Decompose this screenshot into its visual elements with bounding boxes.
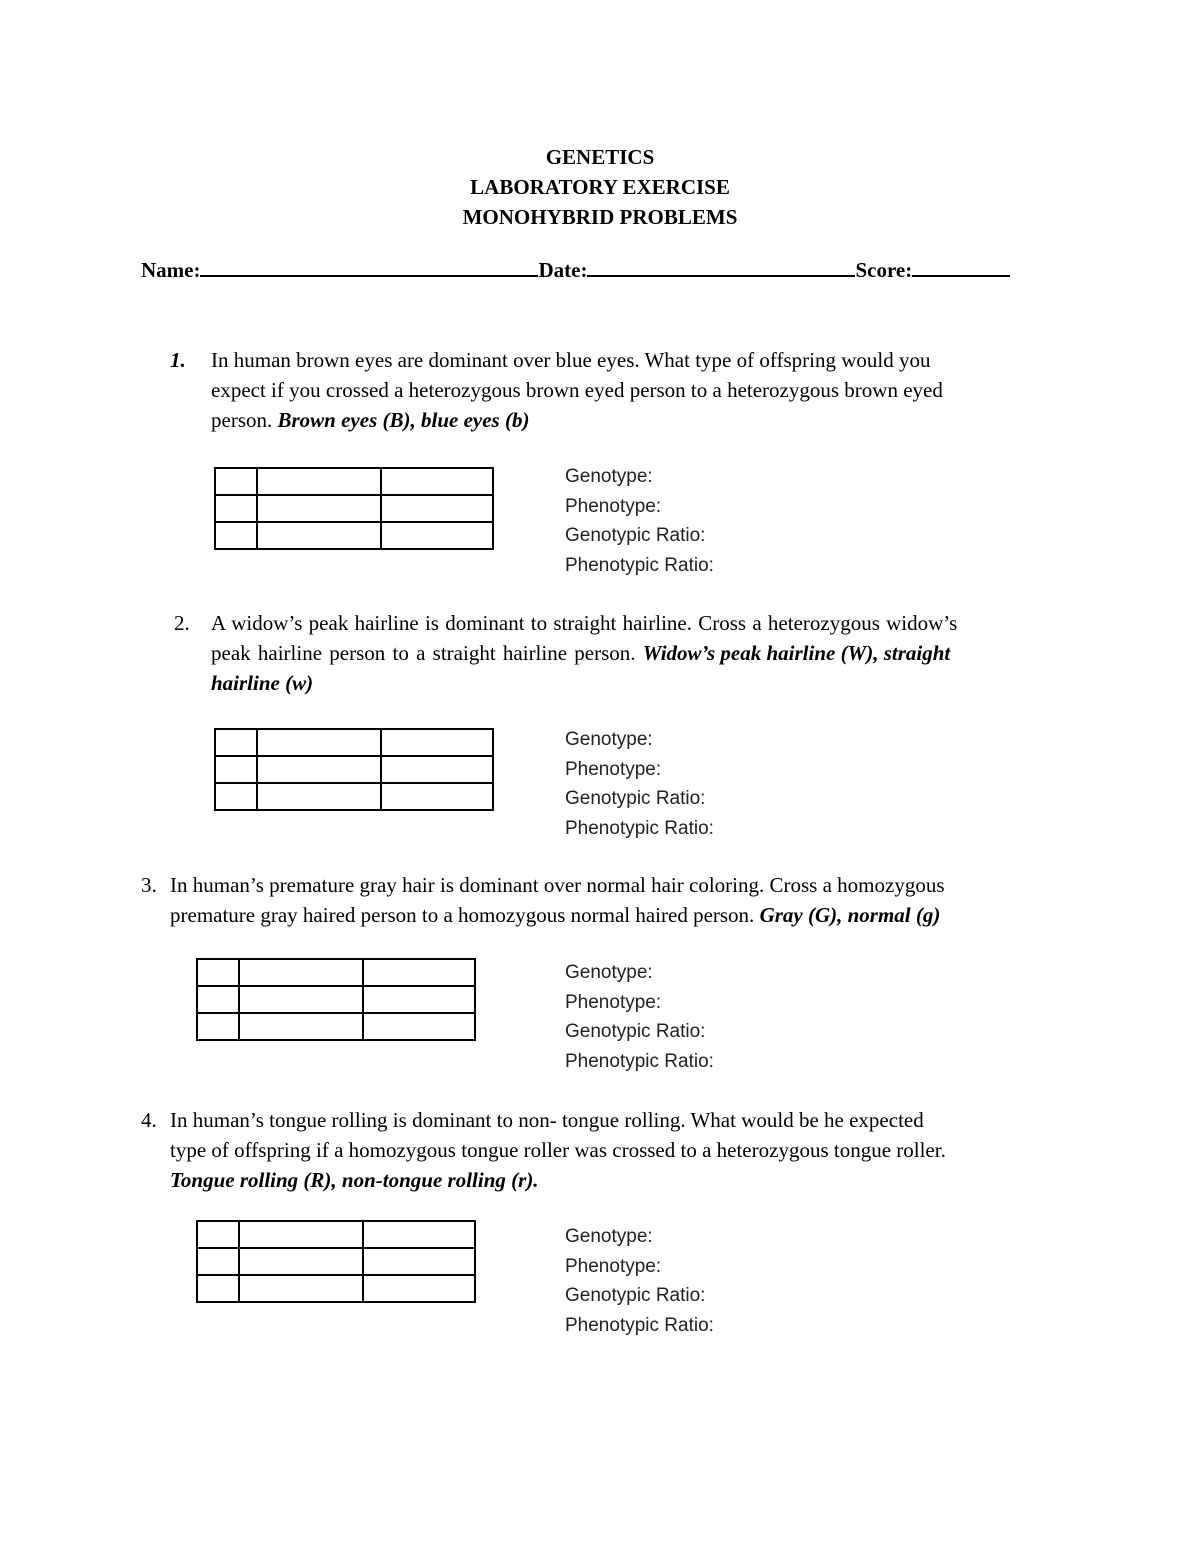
genotype-label: Genotype:	[565, 729, 653, 750]
genotypic-ratio-label: Genotypic Ratio:	[565, 1285, 706, 1306]
problem-line	[211, 638, 1071, 668]
answer-labels-2	[565, 725, 714, 843]
phenotypic-ratio-label: Phenotypic Ratio:	[565, 817, 714, 839]
phenotype-label: Phenotype:	[565, 495, 662, 517]
answer-labels-3	[565, 958, 714, 1076]
problem-number: 2.	[174, 611, 190, 635]
problem-line: expect if you crossed a heterozygous brown eyed person to a heterozygous brown eyed	[211, 378, 943, 402]
allele-key: Gray (G), normal (g)	[759, 903, 941, 927]
problem-line: type of offspring if a homozygous tongue roller was crossed to a heterozygous tongue roller.	[170, 1138, 946, 1162]
problem-text	[170, 870, 1090, 930]
name-blank[interactable]	[200, 274, 538, 277]
problem-line	[211, 405, 1071, 435]
document-header	[0, 142, 1200, 232]
punnett-square-1[interactable]	[214, 467, 494, 550]
problem-text	[211, 608, 1071, 698]
problem-line	[170, 1165, 1090, 1195]
punnett-square-3[interactable]	[196, 958, 476, 1041]
problem-line	[170, 900, 1090, 930]
date-label: Date:	[538, 258, 588, 282]
answer-labels-4	[565, 1222, 714, 1340]
problem-line: In human brown eyes are dominant over blue eyes. What type of offspring would you	[211, 348, 931, 372]
allele-key-continued: hairline (w)	[211, 671, 314, 695]
problem-line: In human’s premature gray hair is dominant over normal hair coloring. Cross a homozygous	[170, 873, 945, 897]
problem-text	[211, 345, 1071, 435]
phenotype-label: Phenotype:	[565, 758, 662, 780]
header-title: GENETICS	[545, 145, 655, 169]
genotypic-ratio-label: Genotypic Ratio:	[565, 1021, 706, 1042]
genotype-label: Genotype:	[565, 466, 653, 487]
phenotypic-ratio-label: Phenotypic Ratio:	[565, 1050, 714, 1072]
score-blank[interactable]	[912, 274, 1010, 277]
phenotypic-ratio-label: Phenotypic Ratio:	[565, 554, 714, 576]
header-subtitle: LABORATORY EXERCISE	[470, 175, 730, 199]
info-line	[141, 258, 1010, 283]
problem-line-text: premature gray haired person to a homozygous normal haired person.	[170, 903, 760, 927]
problem-line: A widow’s peak hairline is dominant to straight hairline. Cross a heterozygous widow’s	[211, 611, 958, 635]
problem-line	[211, 668, 1071, 698]
name-label: Name:	[141, 258, 201, 282]
genotype-label: Genotype:	[565, 962, 653, 983]
genotypic-ratio-label: Genotypic Ratio:	[565, 788, 706, 809]
punnett-square-4[interactable]	[196, 1220, 476, 1303]
genotype-label: Genotype:	[565, 1226, 653, 1247]
phenotypic-ratio-label: Phenotypic Ratio:	[565, 1314, 714, 1336]
allele-key: Tongue rolling (R), non-tongue rolling (r).	[170, 1168, 539, 1192]
problem-number: 4.	[141, 1108, 157, 1132]
allele-key: Widow’s peak hairline (W), straight	[642, 641, 951, 665]
problem-line: In human’s tongue rolling is dominant to non- tongue rolling. What would be he expected	[170, 1108, 924, 1132]
problem-number: 3.	[141, 873, 157, 897]
allele-key: Brown eyes (B), blue eyes (b)	[277, 408, 530, 432]
phenotype-label: Phenotype:	[565, 1255, 662, 1277]
problem-number: 1.	[170, 348, 186, 372]
genotypic-ratio-label: Genotypic Ratio:	[565, 525, 706, 546]
phenotype-label: Phenotype:	[565, 991, 662, 1013]
score-label: Score:	[855, 258, 913, 282]
date-blank[interactable]	[587, 274, 855, 277]
problem-line-text: person.	[211, 408, 278, 432]
answer-labels-1	[565, 462, 714, 580]
punnett-square-2[interactable]	[214, 728, 494, 811]
problem-text	[170, 1105, 1090, 1195]
header-section: MONOHYBRID PROBLEMS	[462, 205, 738, 229]
problem-line-text: peak hairline person to a straight hairline person.	[211, 641, 643, 665]
